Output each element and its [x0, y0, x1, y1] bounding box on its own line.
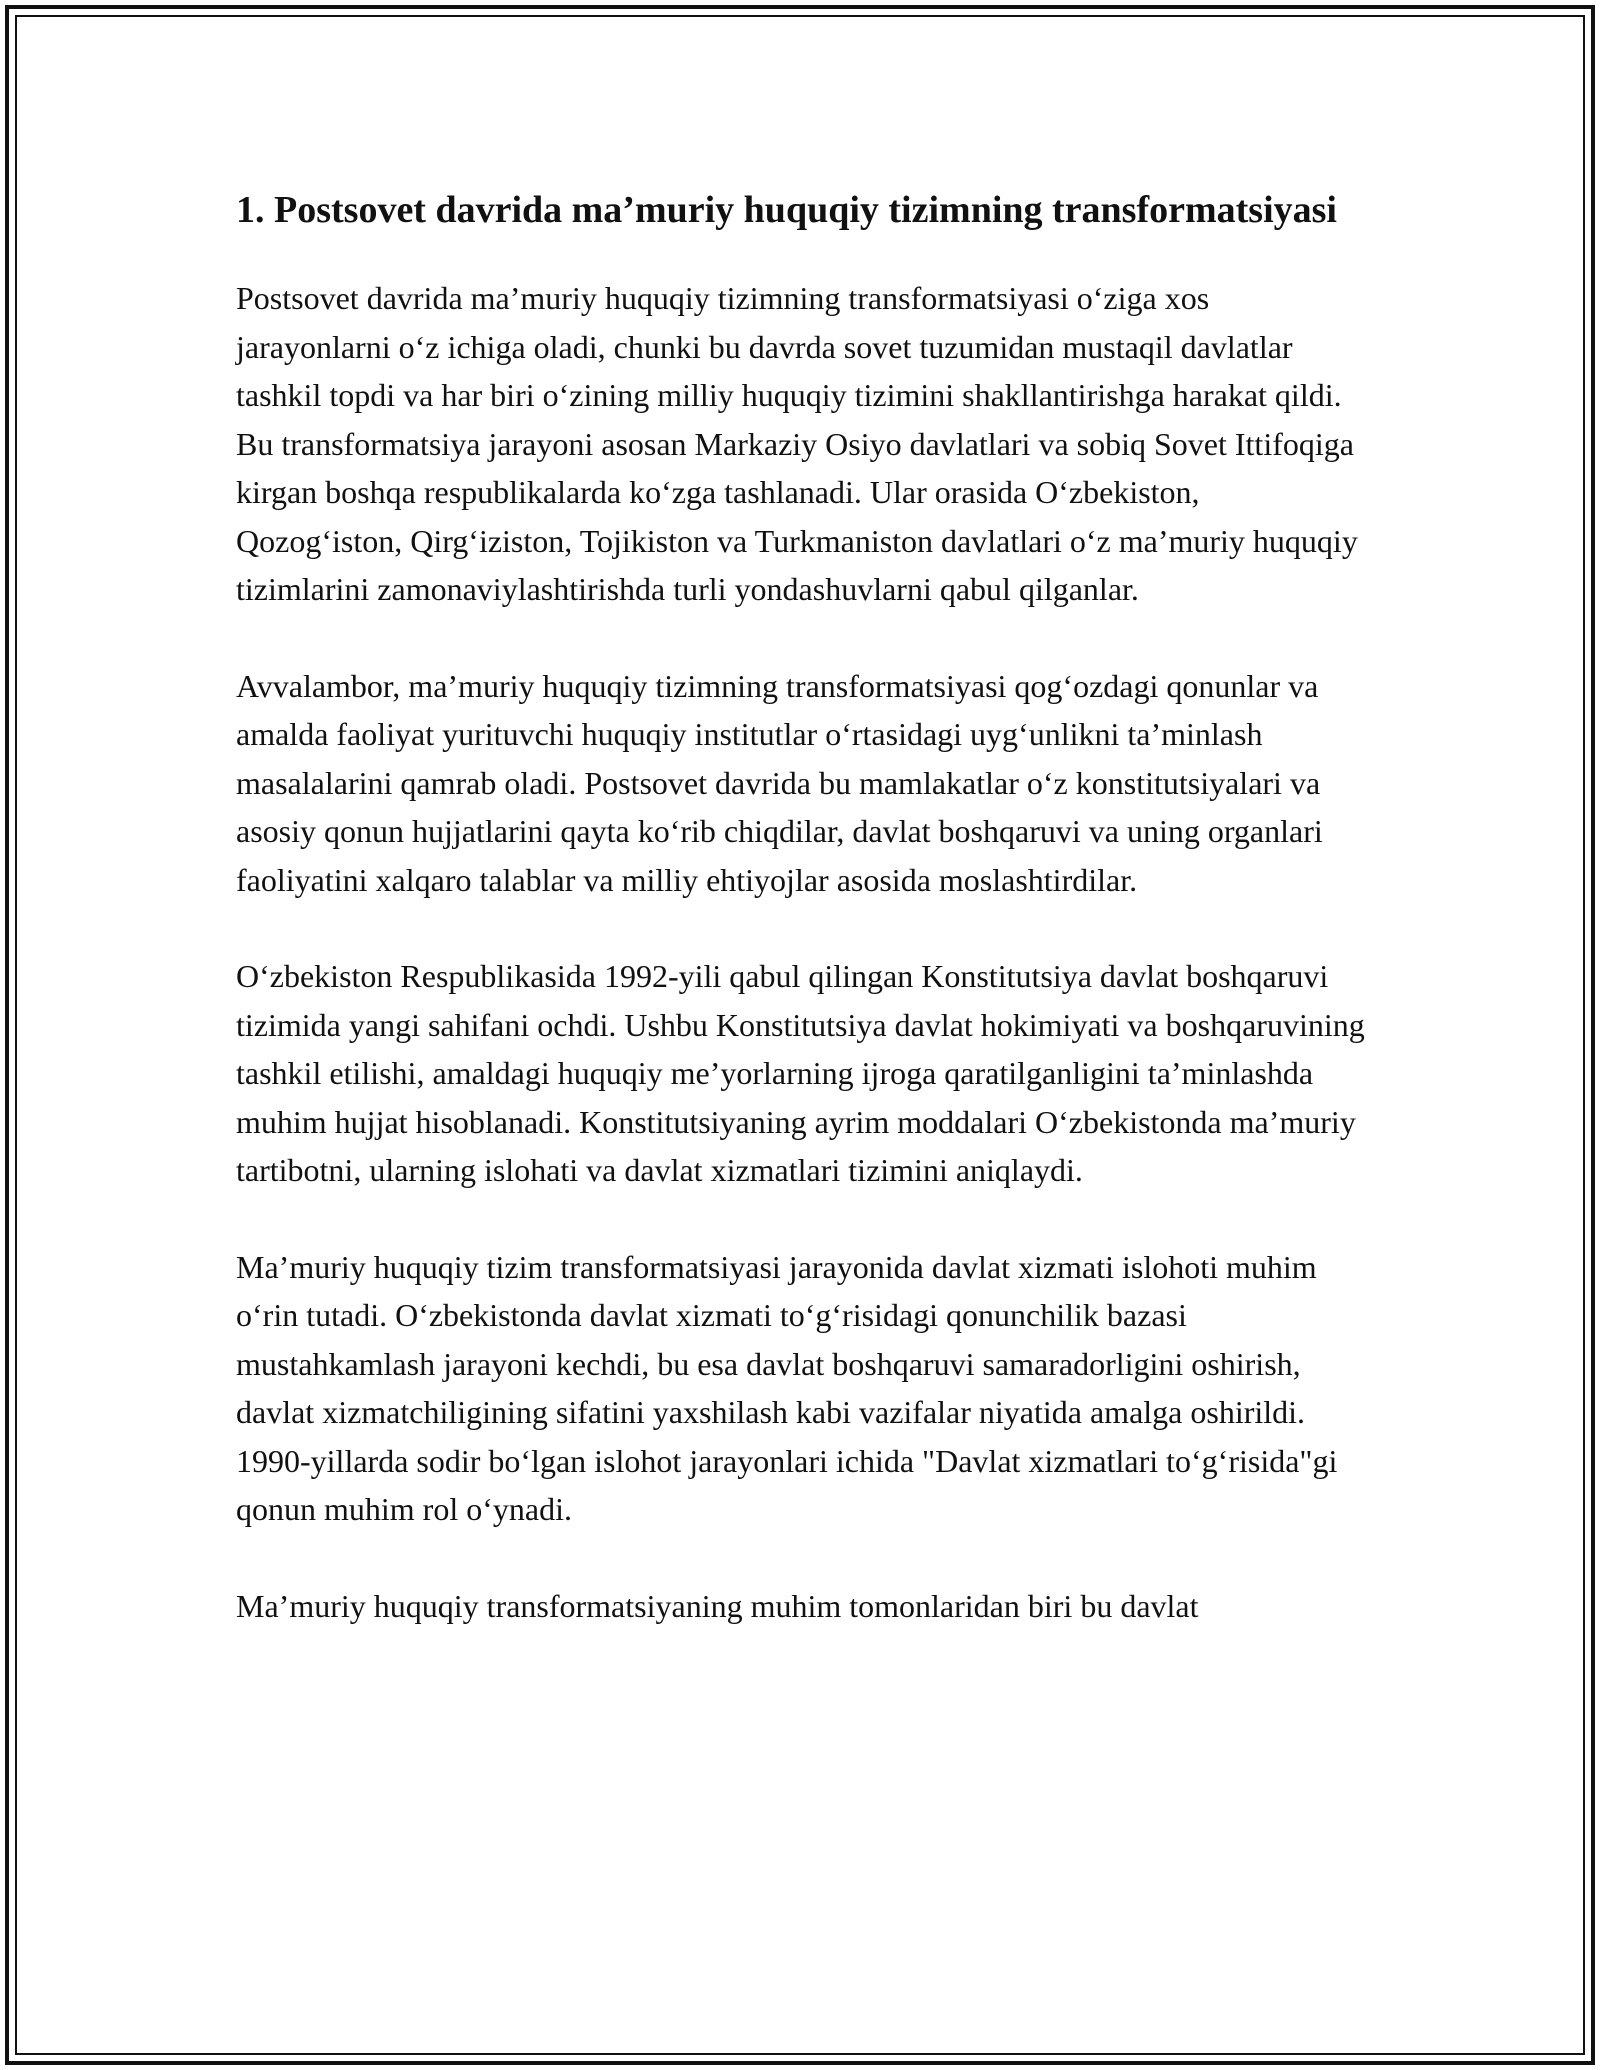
section-title: 1. Postsovet davrida ma’muriy huquqiy tizimning transformatsiyasi — [236, 189, 1337, 231]
paragraph-2: Avvalambor, ma’muriy huquqiy tizimning transformatsiyasi qog‘ozdagi qonunlar va amalda faoliyat yurituvchi huquqiy institutlar o‘rtasidagi uyg‘unlikni ta’minlash masalalarini qamrab oladi. Postsovet davrida bu mamlakatlar o‘z konstitutsiyalari va asosiy qonun hujjatlarini qayta ko‘rib chiqdilar, davlat boshqaruvi va uning organlari faoliyatini xalqaro talablar va milliy ehtiyojlar asosida moslashtirdilar. — [236, 667, 1323, 898]
paragraph-4: Ma’muriy huquqiy tizim transformatsiyasi jarayonida davlat xizmati islohoti muhim o‘rin tutadi. O‘zbekistonda davlat xizmati to‘g‘risidagi qonunchilik bazasi mustahkamlash jarayoni kechdi, bu esa davlat boshqaruvi samaradorligini oshirish, davlat xizmatchiligining sifatini yaxshilash kabi vazifalar niyatida amalga oshirildi. 1990-yillarda sodir bo‘lgan islohot jarayonlari ichida "Davlat xizmatlari to‘g‘risida"gi qonun muhim rol o‘ynadi. — [236, 1248, 1338, 1527]
paragraph-3: O‘zbekiston Respublikasida 1992-yili qabul qilingan Konstitutsiya davlat boshqaruvi tizimida yangi sahifani ochdi. Ushbu Konstitutsiya davlat hokimiyati va boshqaruvining tashkil etilishi, amaldagi huquqiy me’yorlarning ijroga qaratilganligini ta’minlashda muhim hujjat hisoblanadi. Konstitutsiyaning ayrim moddalari O‘zbekistonda ma’muriy tartibotni, ularning islohati va davlat xizmatlari tizimini aniqlaydi. — [236, 958, 1365, 1188]
paragraph-1: Postsovet davrida ma’muriy huquqiy tizimning transformatsiyasi o‘ziga xos jarayonlarni o‘z ichiga oladi, chunki bu davrda sovet tuzumidan mustaqil davlatlar tashkil topdi va har biri o‘zining milliy huquqiy tizimini shakllantirishga harakat qildi. Bu transformatsiya jarayoni asosan Markaziy Osiyo davlatlari va sobiq Sovet Ittifoqiga kirgan boshqa respublikalarda ko‘zga tashlanadi. Ular orasida O‘zbekiston, Qozog‘iston, Qirg‘iziston, Tojikiston va Turkmaniston davlatlari o‘z ma’muriy huquqiy tizimlarini zamonaviylashtirishda turli yondashuvlarni qabul qilganlar. — [236, 280, 1358, 607]
paragraph-5: Ma’muriy huquqiy transformatsiyaning muhim tomonlaridan biri bu davlat — [236, 1587, 1199, 1624]
document-body — [236, 186, 1371, 1678]
